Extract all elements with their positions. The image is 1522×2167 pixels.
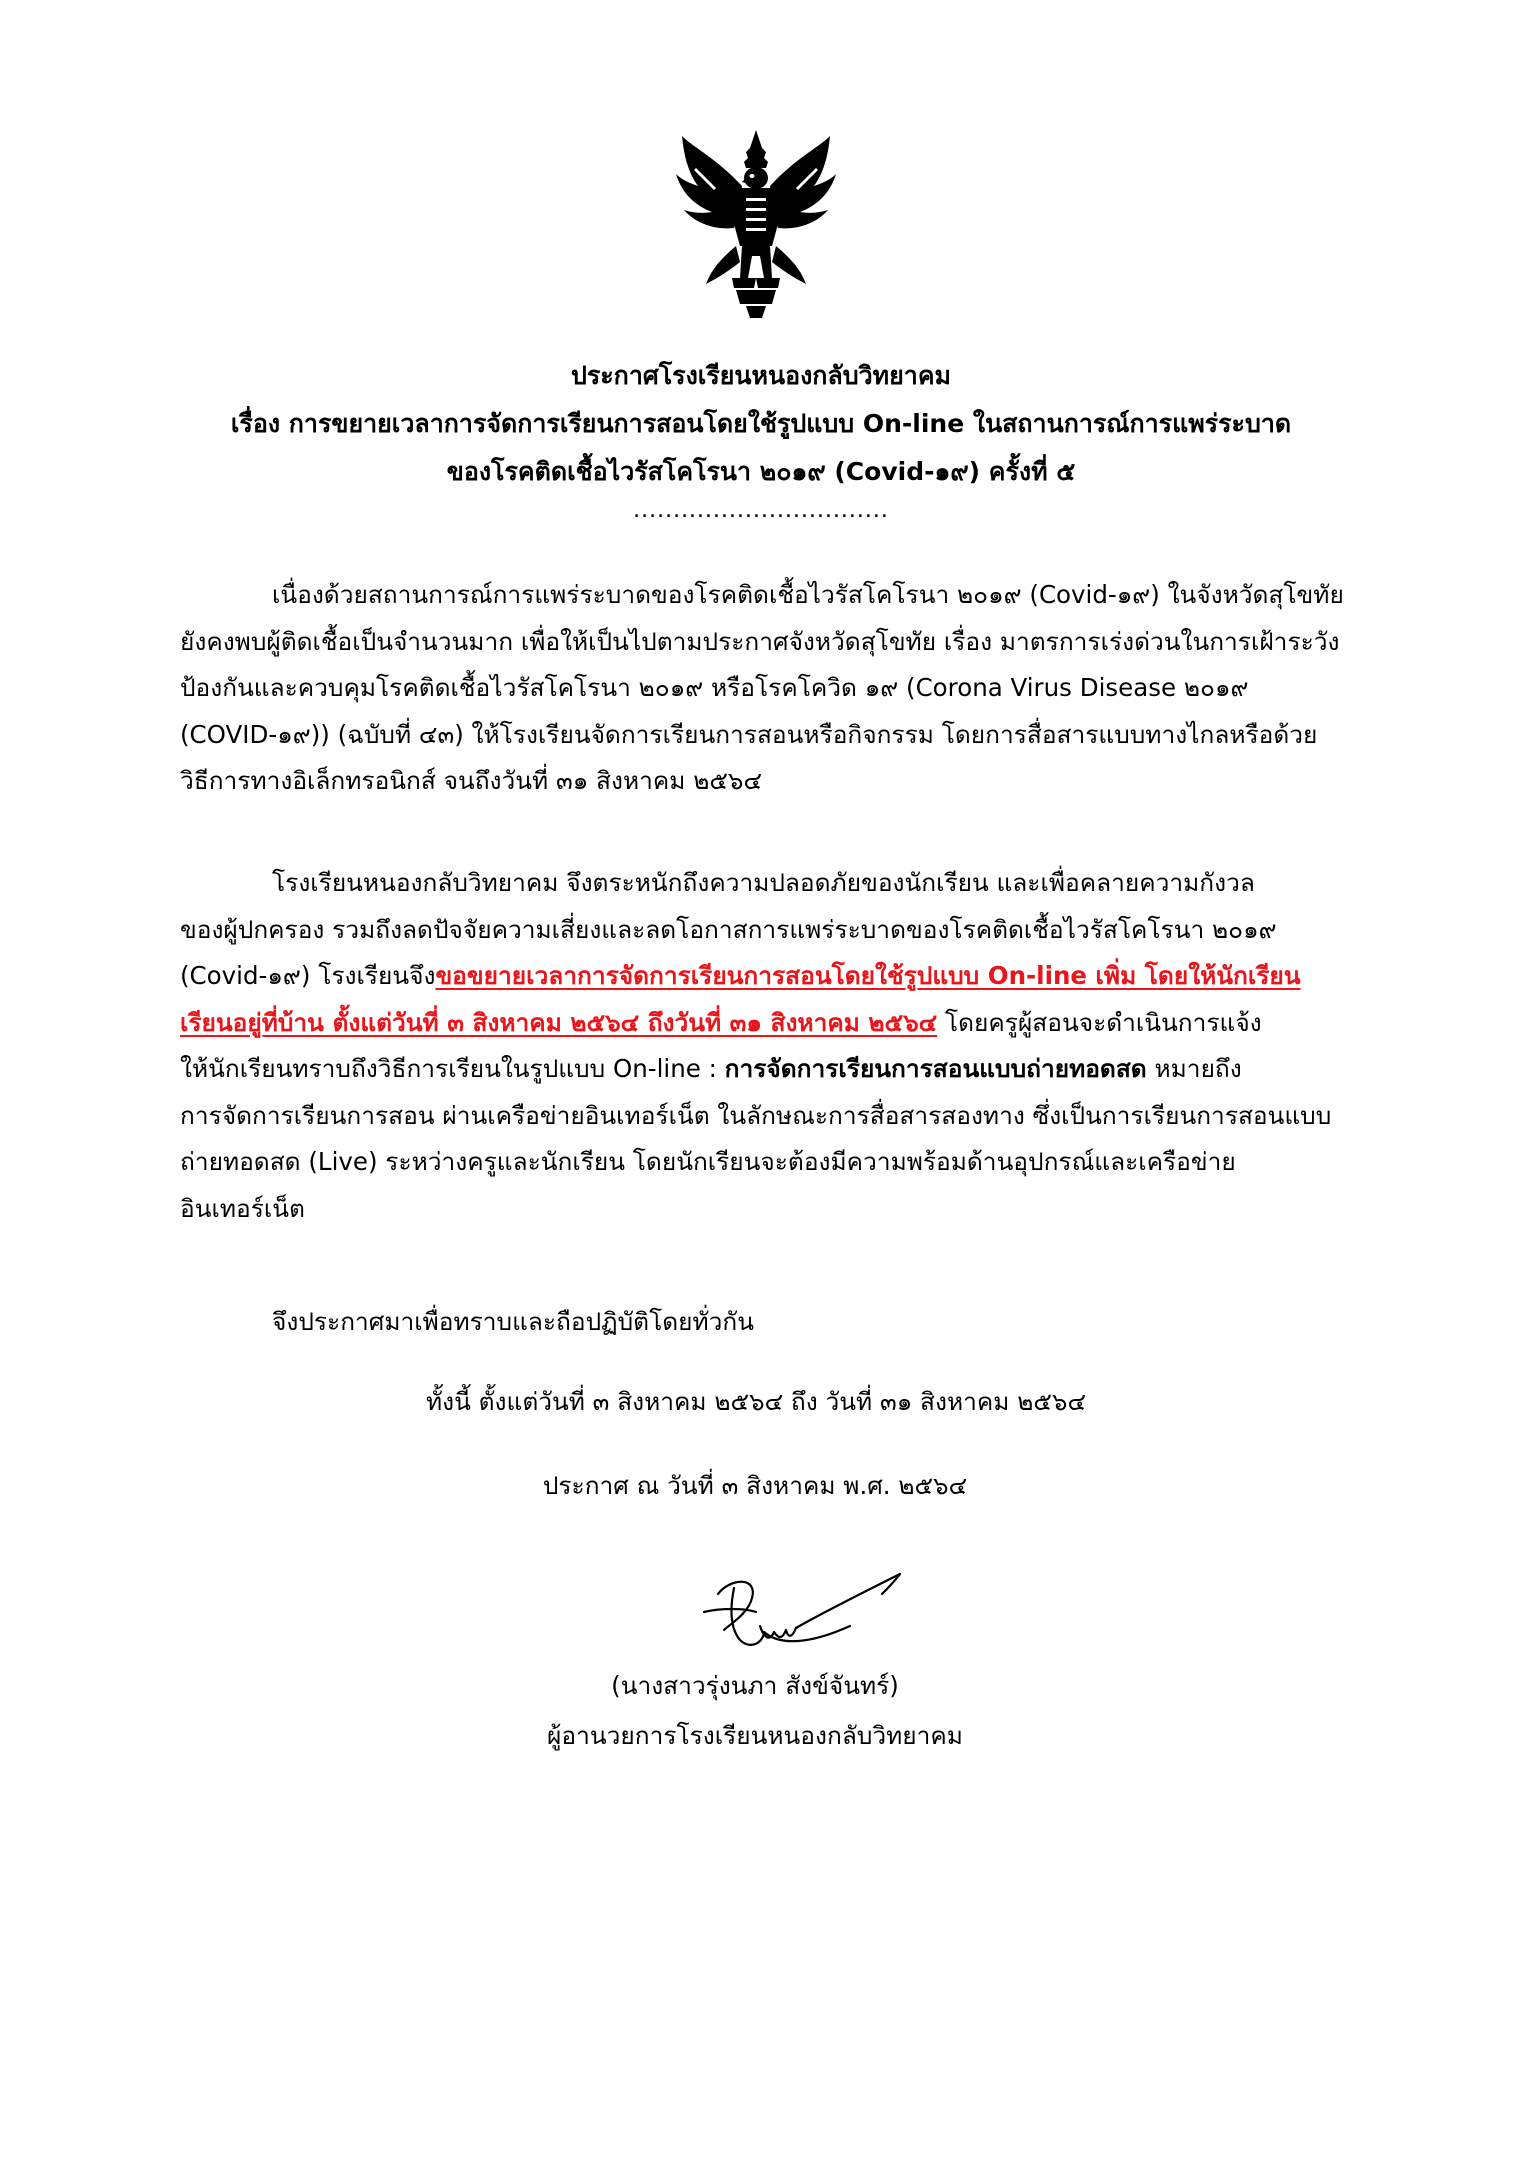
paragraph-2-line: โรงเรียนหนองกลับวิทยาคม จึงตระหนักถึงความปลอดภัยของนักเรียน และเพื่อคลายความกังวล [272, 868, 1255, 897]
paragraph-1-line: ป้องกันและควบคุมโรคติดเชื้อไวรัสโคโรนา ๒๐๑๙ หรือโรคโควิด ๑๙ (Corona Virus Disease ๒๐๑๙ [180, 673, 1249, 702]
paragraph-1-line: เนื่องด้วยสถานการณ์การแพร่ระบาดของโรคติดเชื้อไวรัสโคโรนา ๒๐๑๙ (Covid-๑๙) ในจังหวัดสุโขทัย [272, 580, 1344, 609]
paragraph-1 [180, 572, 1345, 805]
paragraph-1-line: วิธีการทางอิเล็กทรอนิกส์ จนถึงวันที่ ๓๑ สิงหาคม ๒๕๖๔ [180, 766, 762, 795]
signatory-name: (นางสาวรุ่งนภา สังข์จันทร์) [611, 1671, 899, 1700]
handwritten-signature [700, 1568, 910, 1656]
paragraph-2-line [180, 1046, 1345, 1093]
paragraph-2-line: ถ่ายทอดสด (Live) ระหว่างครูและนักเรียน โดยนักเรียนจะต้องมีความพร้อมด้านอุปกรณ์และเครือข่าย [180, 1147, 1236, 1176]
paragraph-2-text: (Covid-๑๙) โรงเรียนจึง [180, 961, 436, 990]
announcement-date: ประกาศ ณ วันที่ ๓ สิงหาคม พ.ศ. ๒๕๖๔ [542, 1471, 968, 1500]
paragraph-1-line: ยังคงพบผู้ติดเชื้อเป็นจำนวนมาก เพื่อให้เป็นไปตามประกาศจังหวัดสุโขทัย เรื่อง มาตรการเร่งด่วนในการเฝ้าระวัง [180, 626, 1340, 656]
closing-announce: จึงประกาศมาเพื่อทราบและถือปฏิบัติโดยทั่วกัน [272, 1307, 754, 1336]
effective-period: ทั้งนี้ ตั้งแต่วันที่ ๓ สิงหาคม ๒๕๖๔ ถึง วันที่ ๓๑ สิงหาคม ๒๕๖๔ [426, 1387, 1086, 1416]
announcement-title: ประกาศโรงเรียนหนองกลับวิทยาคม [570, 361, 952, 390]
announcement-subject-line2: ของโรคติดเชื้อไวรัสโคโรนา ๒๐๑๙ (Covid-๑๙) ครั้งที่ ๕ [446, 457, 1076, 486]
paragraph-1-line: (COVID-๑๙)) (ฉบับที่ ๔๓) ให้โรงเรียนจัดการเรียนการสอนหรือกิจกรรม โดยการสื่อสารแบบทางไกลหรือด้วย [180, 719, 1318, 749]
paragraph-2 [180, 860, 1345, 1232]
highlighted-extension-notice: ขอขยายเวลาการจัดการเรียนการสอนโดยใช้รูปแบบ On-line เพิ่ม โดยให้นักเรียน [435, 961, 1301, 990]
live-teaching-term: การจัดการเรียนการสอนแบบถ่ายทอดสด [724, 1054, 1147, 1083]
signatory-position: ผู้อานวยการโรงเรียนหนองกลับวิทยาคม [547, 1721, 963, 1750]
paragraph-2-line: การจัดการเรียนการสอน ผ่านเครือข่ายอินเทอร์เน็ต ในลักษณะการสื่อสารสองทาง ซึ่งเป็นการเรียนการสอนแบบ [180, 1100, 1332, 1130]
paragraph-2-line: อินเทอร์เน็ต [180, 1193, 305, 1223]
paragraph-2-line [180, 1000, 1345, 1047]
paragraph-2-line: ของผู้ปกครอง รวมถึงลดปัจจัยความเสี่ยงและลดโอกาสการแพร่ระบาดของโรคติดเชื้อไวรัสโคโรนา ๒๐๑๙ [180, 914, 1277, 944]
announcement-header [0, 352, 1522, 496]
garuda-emblem-icon [676, 128, 836, 318]
paragraph-2-line [180, 953, 1345, 1000]
header-divider: ................................ [633, 498, 889, 523]
paragraph-2-text: โดยครูผู้สอนจะดำเนินการแจ้ง [937, 1007, 1262, 1037]
paragraph-2-text: หมายถึง [1146, 1054, 1242, 1083]
announcement-subject-line1: เรื่อง การขยายเวลาการจัดการเรียนการสอนโดยใช้รูปแบบ On-line ในสถานการณ์การแพร่ระบาด [230, 409, 1292, 438]
paragraph-2-text: ให้นักเรียนทราบถึงวิธีการเรียนในรูปแบบ On-line : [180, 1054, 725, 1083]
highlighted-extension-dates: เรียนอยู่ที่บ้าน ตั้งแต่วันที่ ๓ สิงหาคม ๒๕๖๔ ถึงวันที่ ๓๑ สิงหาคม ๒๕๖๔ [180, 1007, 938, 1037]
